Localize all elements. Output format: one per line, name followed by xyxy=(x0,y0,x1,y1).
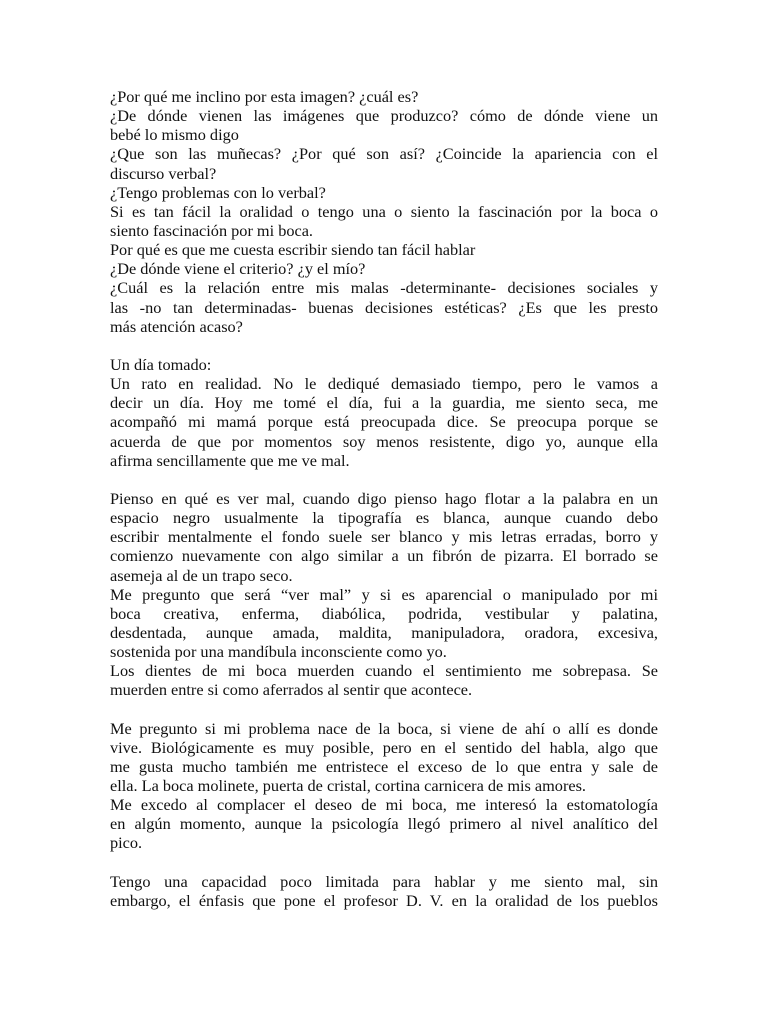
text-line: Un día tomado: xyxy=(110,354,212,374)
text-line: ¿Por qué me inclino por esta imagen? ¿cuál es? xyxy=(110,87,419,106)
text-line: Un rato en realidad. No le dediqué demasiado tiempo, pero le vamos a xyxy=(110,374,658,394)
text-line: Pienso en qué es ver mal, cuando digo pienso hago flotar a la palabra en un xyxy=(110,488,658,508)
paragraph-spacer xyxy=(110,700,658,719)
paragraph xyxy=(110,489,658,585)
text-line: ¿Cuál es la relación entre mis malas -determinante- decisiones sociales y xyxy=(110,278,658,298)
text-line: comienzo nuevamente con algo similar a un fibrón de pizarra. El borrado se xyxy=(110,546,658,566)
text-line: afirma sencillamente que me ve mal. xyxy=(110,450,350,470)
text-line: sostenida por una mandíbula inconsciente como yo. xyxy=(110,642,447,662)
text-line: pico. xyxy=(110,833,143,853)
text-line: más atención acaso? xyxy=(110,316,243,336)
text-line: Tengo una capacidad poco limitada para hablar y me siento mal, sin xyxy=(110,871,658,891)
paragraph xyxy=(110,87,658,106)
text-line: escribir mentalmente el fondo suele ser blanco y mis letras erradas, borro y xyxy=(110,527,658,547)
paragraph xyxy=(110,872,658,910)
text-line: ella. La boca molinete, puerta de cristal, cortina carnicera de mis amores. xyxy=(110,776,587,796)
paragraph xyxy=(110,259,658,278)
text-line: acuerda de que por momentos soy menos resistente, digo yo, aunque ella xyxy=(110,431,658,451)
paragraph xyxy=(110,719,658,796)
paragraph xyxy=(110,585,658,662)
text-line: Me pregunto que será “ver mal” y si es aparencial o manipulado por mi xyxy=(110,584,658,604)
text-line: en algún momento, aunque la psicología llegó primero al nivel analítico del xyxy=(110,814,658,834)
paragraph xyxy=(110,374,658,470)
paragraph xyxy=(110,144,658,182)
text-line: decir un día. Hoy me tomé el día, fui a la guardia, me siento seca, me xyxy=(110,393,658,413)
paragraph xyxy=(110,183,658,202)
text-line: Los dientes de mi boca muerden cuando el sentimiento me sobrepasa. Se xyxy=(110,661,658,681)
paragraph-spacer xyxy=(110,470,658,489)
text-line: acompañó mi mamá porque está preocupada dice. Se preocupa porque se xyxy=(110,412,658,432)
document-body xyxy=(110,87,658,910)
text-line: espacio negro usualmente la tipografía es blanca, aunque cuando debo xyxy=(110,508,658,528)
text-line: ¿Que son las muñecas? ¿Por qué son así? ¿Coincide la apariencia con el xyxy=(110,144,658,164)
text-line: discurso verbal? xyxy=(110,163,217,183)
text-line: las -no tan determinadas- buenas decisiones estéticas? ¿Es que les presto xyxy=(110,297,658,317)
text-line: bebé lo mismo digo xyxy=(110,125,239,145)
text-line: ¿De dónde vienen las imágenes que produzco? cómo de dónde viene un xyxy=(110,106,658,126)
paragraph-spacer xyxy=(110,853,658,872)
paragraph xyxy=(110,202,658,240)
paragraph xyxy=(110,278,658,335)
paragraph-spacer xyxy=(110,336,658,355)
paragraph xyxy=(110,661,658,699)
text-line: ¿De dónde viene el criterio? ¿y el mío? xyxy=(110,259,366,279)
text-line: boca creativa, enferma, diabólica, podrida, vestibular y palatina, xyxy=(110,603,658,623)
text-line: ¿Tengo problemas con lo verbal? xyxy=(110,182,326,202)
text-line: Me excedo al complacer el deseo de mi boca, me interesó la estomatología xyxy=(110,795,658,815)
text-line: Por qué es que me cuesta escribir siendo tan fácil hablar xyxy=(110,240,476,260)
text-line: Si es tan fácil la oralidad o tengo una o siento la fascinación por la boca o xyxy=(110,201,658,221)
text-line: vive. Biológicamente es muy posible, pero en el sentido del habla, algo que xyxy=(110,737,658,757)
text-line: embargo, el énfasis que pone el profesor D. V. en la oralidad de los pueblos xyxy=(110,890,658,910)
paragraph xyxy=(110,106,658,144)
text-line: me gusta mucho también me entristece el exceso de lo que entra y sale de xyxy=(110,756,658,776)
text-line: asemeja al de un trapo seco. xyxy=(110,565,293,585)
paragraph xyxy=(110,240,658,259)
text-line: desdentada, aunque amada, maldita, manipuladora, oradora, excesiva, xyxy=(110,622,658,642)
paragraph xyxy=(110,355,658,374)
text-line: Me pregunto si mi problema nace de la boca, si viene de ahí o allí es donde xyxy=(110,718,658,738)
text-line: muerden entre si como aferrados al sentir que acontece. xyxy=(110,680,473,700)
paragraph xyxy=(110,795,658,852)
text-line: siento fascinación por mi boca. xyxy=(110,220,313,240)
